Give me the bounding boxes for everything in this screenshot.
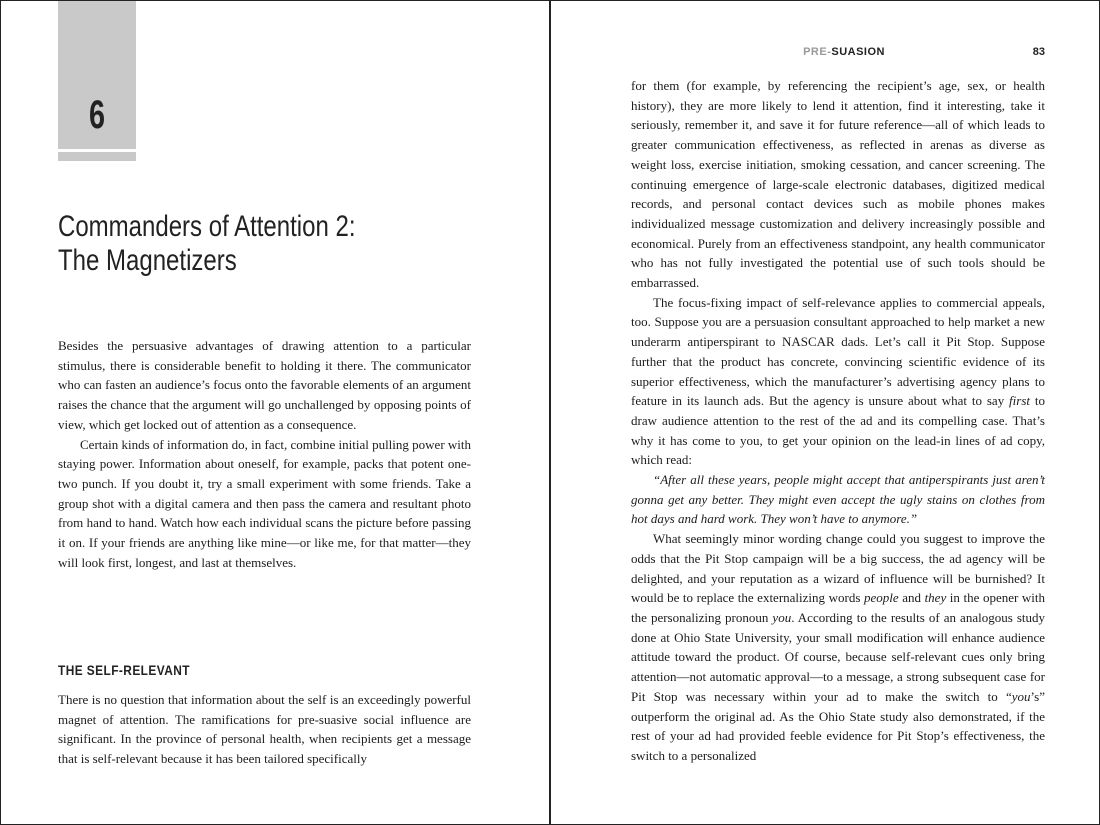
- running-head-accent: PRE-: [803, 46, 832, 58]
- text-run: The focus-fixing impact of self-relevance applies to commercial appeals, too. Suppose you are a persuasion consultant approached to help market a new underarm antiperspirant to NASCAR dads. Let’s call it Pit Stop. Suppose further that the product has concrete, convincing scientific evidence of its superior effectiveness, which the manufacturer’s advertising agency plans to feature in its launch ads. But the agency is unsure about what to say: [631, 294, 1045, 409]
- chapter-title-line-2: The Magnetizers: [58, 244, 237, 277]
- paragraph: Certain kinds of information do, in fact, combine initial pulling power with staying power. Information about oneself, for example, packs that potent one-two punch. If you doubt it, try a small experiment with some friends. Take a group shot with a digital camera and then pass the camera and resultant photo from hand to hand. Watch how each individual scans the picture before passing it on. If your friends are anything like mine—or like me, for that matter—they will look first, longest, and last at themselves.: [58, 436, 472, 570]
- paragraph: [631, 529, 1045, 765]
- emphasis: you: [772, 609, 792, 625]
- emphasis: people: [863, 590, 899, 606]
- paragraph: There is no question that information about the self is an exceedingly powerful magnet of attention. The ramifications for pre-suasive social influence are significant. In the province of personal health, when recipients get a message that is self-relevant because it has been tailored specifically: [58, 692, 471, 767]
- paragraph: for them (for example, by referencing the recipient’s age, sex, or health history), they are more likely to lend it attention, find it interesting, take it seriously, remember it, and save it for future reference—all of which leads to greater communication effectiveness, as reflected in arenas as diverse as weight loss, exercise initiation, smoking cessation, and cancer screening. The continuing emergence of large-scale electronic databases, digitized medical records, and personal contact devices such as mobile phones makes individualized message customization and delivery increasingly possible and economical. Purely from an effectiveness standpoint, any health communicator who has not fully investigated the potential use of such tools should be embarrassed.: [631, 78, 1045, 291]
- chapter-title: [58, 210, 434, 278]
- text-run: in the opener with the personalizing pronoun: [631, 590, 1046, 625]
- chapter-title-line-1: Commanders of Attention 2:: [58, 210, 356, 243]
- text-run: ’s” outperform the original ad. As the Ohio State study also demonstrated, if the rest of your ad had provided feeble evidence for Pit Stop’s effectiveness, the switch to a personalized: [631, 688, 1045, 763]
- paragraph: [631, 293, 1045, 470]
- section-text: [58, 690, 471, 769]
- emphasis: first: [1009, 393, 1031, 409]
- text-run: What seemingly minor wording change could you suggest to improve the odds that the Pit Stop campaign will be a big success, the ad agency will be delighted, and your reputation as a wizard of influence will be burnished? It would be to replace the externalizing words: [631, 531, 1045, 606]
- emphasis: they: [924, 590, 947, 606]
- chapter-number-tab: [58, 1, 136, 149]
- running-head-rest: SUASION: [831, 46, 885, 58]
- ad-copy-quote: “After all these years, people might accept that antiperspirants just aren’t gonna get any better. They might even accept the ugly stains on clothes from hot days and hard work. They won’t have to anymore.”: [631, 472, 1045, 527]
- paragraph: Besides the persuasive advantages of drawing attention to a particular stimulus, there is considerable benefit to holding it there. The communicator who can fasten an audience’s focus onto the favorable elements of an argument raises the chance that the argument will go unchallenged by opposing points of view, which get locked out of attention as a consequence.: [58, 338, 471, 432]
- page-number: 83: [1032, 46, 1045, 58]
- chapter-number: 6: [88, 93, 106, 137]
- left-page: [1, 1, 550, 824]
- section-heading: THE SELF-RELEVANT: [58, 662, 190, 678]
- chapter-tab-rule: [58, 152, 136, 161]
- text-run: to draw audience attention to the rest of the ad and its compelling case. That’s why it has come to you, to get your opinion on the lead-in lines of ad copy, which read:: [631, 393, 1045, 468]
- emphasis: you: [1011, 688, 1031, 704]
- opening-text: [58, 336, 471, 572]
- right-page: [551, 1, 1099, 824]
- running-head-title: [803, 46, 885, 58]
- text-run: and: [898, 590, 925, 606]
- right-page-text: [631, 76, 1045, 766]
- text-run: . According to the results of an analogous study done at Ohio State University, your small modification will enhance audience attitude toward the product. Of course, because self-relevant cues only bring attention—not automatic approval—to a message, a strong subsequent case for Pit Stop was necessary within your ad to make the switch to “: [631, 609, 1045, 704]
